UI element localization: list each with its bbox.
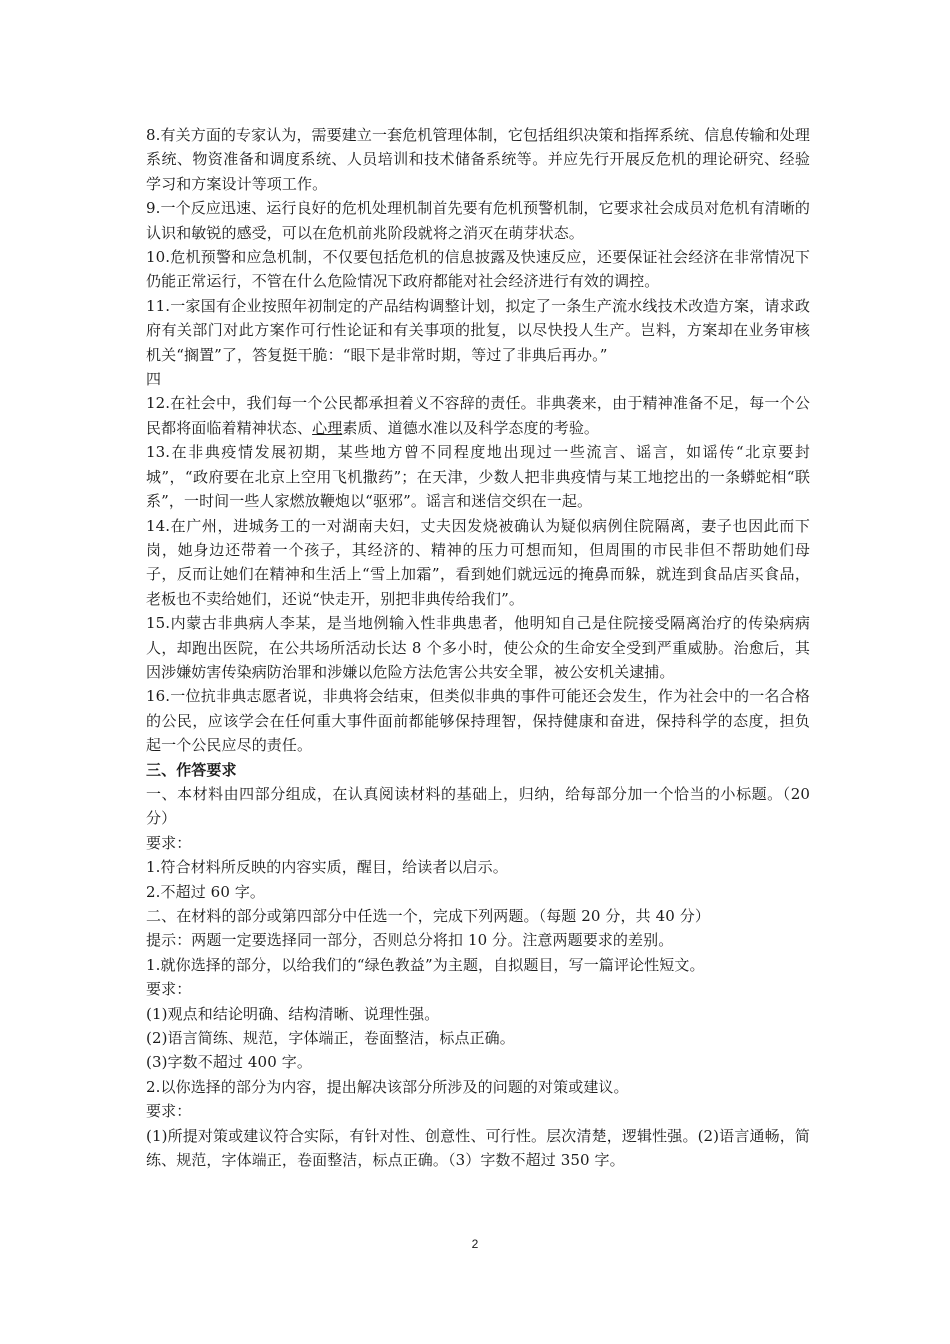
requirement-line: 提示：两题一定要选择同一部分，否则总分将扣 10 分。注意两题要求的差别。 xyxy=(146,931,674,950)
requirement-line: 2.不超过 60 字。 xyxy=(146,882,266,901)
paragraph-12-before: 12.在社会中，我们每一个公民都承担着义不容辞的责任。非典袭来，由于精神准备不足，每一个公民都将面临着精神状态、 xyxy=(146,394,810,437)
requirement-line: 2.以你选择的部分为内容，提出解决该部分所涉及的问题的对策或建议。 xyxy=(146,1077,629,1096)
paragraph-12 xyxy=(146,391,810,440)
requirement-line: 1.符合材料所反映的内容实质，醒目，给读者以启示。 xyxy=(146,858,508,877)
section-four-label: 四 xyxy=(146,370,162,389)
requirement-line: (1)所提对策或建议符合实际，有针对性、创意性、可行性。层次清楚，逻辑性强。(2)语言通畅，简练、规范，字体端正，卷面整洁，标点正确。（3）字数不超过 350 字。 xyxy=(146,1126,810,1170)
paragraph-11: 11.一家国有企业按照年初制定的产品结构调整计划，拟定了一条生产流水线技术改造方案，请求政府有关部门对此方案作可行性论证和有关事项的批复，以尽快投人生产。岂料，方案却在业务审核机关“搁置”了，答复挺干脆：“眼下是非常时期，等过了非典后再办。” xyxy=(146,296,810,364)
paragraph-15: 15.内蒙古非典病人李某，是当地例输入性非典患者，他明知自己是住院接受隔离治疗的传染病病人，却跑出医院，在公共场所活动长达 8 个多小时，使公众的生命安全受到严重威胁。治愈后，其因涉嫌妨害传染病防治罪和涉嫌以危险方法危害公共安全罪，被公安机关逮捕。 xyxy=(146,614,810,681)
paragraph-8: 8.有关方面的专家认为，需要建立一套危机管理体制，它包括组织决策和指挥系统、信息传输和处理系统、物资准备和调度系统、人员培训和技术储备系统等。并应先行开展反危机的理论研究、经验学习和方案设计等项工作。 xyxy=(146,126,810,193)
underlined-word: 心理 xyxy=(312,418,343,437)
requirement-line: (3)字数不超过 400 字。 xyxy=(146,1053,312,1072)
requirement-line: 1.就你选择的部分，以给我们的“绿色教益”为主题，自拟题目，写一篇评论性短文。 xyxy=(146,955,705,974)
requirement-line: 要求： xyxy=(146,980,192,999)
page-number: 2 xyxy=(471,1237,479,1251)
requirement-line: (1)观点和结论明确、结构清晰、说理性强。 xyxy=(146,1004,440,1023)
paragraph-9: 9.一个反应迅速、运行良好的危机处理机制首先要有危机预警机制，它要求社会成员对危机有清晰的认识和敏锐的感受，可以在危机前兆阶段就将之消灭在萌芽状态。 xyxy=(146,199,810,242)
paragraph-10: 10.危机预警和应急机制，不仅要包括危机的信息披露及快速反应，还要保证社会经济在非常情况下仍能正常运行，不管在什么危险情况下政府都能对社会经济进行有效的调控。 xyxy=(146,248,810,291)
requirement-line: 要求： xyxy=(146,1102,192,1121)
paragraph-14: 14.在广州，进城务工的一对湖南夫妇，丈夫因发烧被确认为疑似病例住院隔离，妻子也因此而下岗，她身边还带着一个孩子，其经济的、精神的压力可想而知，但周围的市民非但不帮助她们母子，反而让她们在精神和生活上“雪上加霜”，看到她们就远远的掩鼻而躲，就连到食品店买食品，老板也不卖给她们，还说“快走开，别把非典传给我们”。 xyxy=(146,516,810,608)
section-heading: 三、作答要求 xyxy=(146,760,237,779)
paragraph-16: 16.一位抗非典志愿者说，非典将会结束，但类似非典的事件可能还会发生，作为社会中的一名合格的公民，应该学会在任何重大事件面前都能够保持理智，保持健康和奋进，保持科学的态度，担负起一个公民应尽的责任。 xyxy=(146,687,810,755)
paragraph-12-after: 素质、道德水准以及科学态度的考验。 xyxy=(342,418,600,437)
paragraph-13: 13.在非典疫情发展初期，某些地方曾不同程度地出现过一些流言、谣言，如谣传“北京要封城”，“政府要在北京上空用飞机撒药”；在天津，少数人把非典疫情与某工地挖出的一条蟒蛇相“联系”，一时间一些人家燃放鞭炮以“驱邪”。谣言和迷信交织在一起。 xyxy=(146,443,810,511)
requirement-line: 要求： xyxy=(146,833,192,852)
requirement-line: 二、在材料的部分或第四部分中任选一个，完成下列两题。（每题 20 分，共 40 分） xyxy=(146,907,710,925)
document-body xyxy=(146,123,810,1172)
requirement-line: 一、本材料由四部分组成，在认真阅读材料的基础上，归纳，给每部分加一个恰当的小标题。（20 分） xyxy=(146,784,810,828)
requirement-line: (2)语言简练、规范，字体端正，卷面整洁，标点正确。 xyxy=(146,1029,515,1048)
